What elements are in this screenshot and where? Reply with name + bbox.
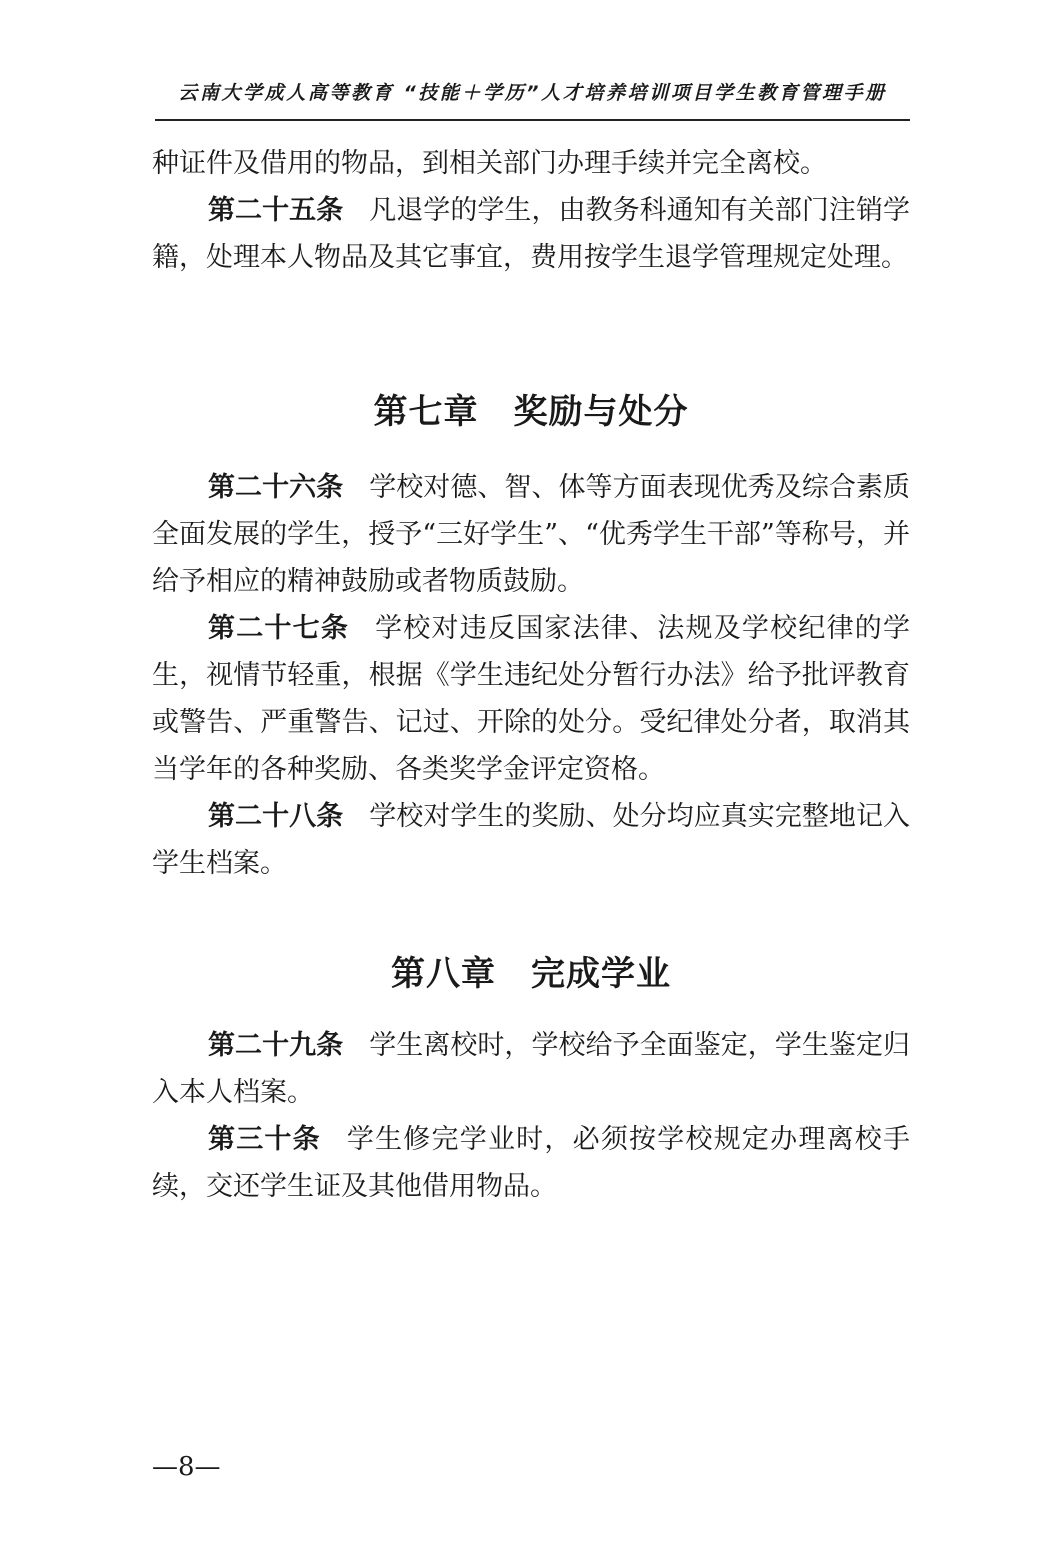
article-27	[152, 605, 910, 793]
chapter-7-title: 第七章 奖励与处分	[373, 392, 689, 432]
article-label: 第二十八条	[208, 801, 344, 832]
article-label: 第二十五条	[208, 195, 344, 226]
text-block-3	[152, 1022, 910, 1210]
article-label: 第二十六条	[208, 472, 344, 503]
running-header: 云南大学成人高等教育 “技能＋学历”人才培养培训项目学生教育管理手册	[178, 82, 887, 104]
article-28	[152, 793, 910, 887]
article-text: 凡退学的学生，由教务科通知有关部门注销学籍，处理本人物品及其它事宜，费用按学生退学管理规定处理。	[152, 195, 911, 273]
text-block-1	[152, 140, 910, 281]
article-text: 学生离校时，学校给予全面鉴定，学生鉴定归入本人档案。	[152, 1030, 911, 1108]
page-number: —8—	[152, 1452, 221, 1482]
article-26	[152, 464, 910, 605]
article-text: 学生修完学业时，必须按学校规定办理离校手续，交还学生证及其他借用物品。	[152, 1124, 911, 1202]
article-25	[152, 187, 910, 281]
chapter-8-title: 第八章 完成学业	[391, 954, 671, 994]
article-label: 第二十七条	[208, 613, 350, 644]
text-block-2	[152, 464, 910, 887]
article-30	[152, 1116, 910, 1210]
article-text: 学校对德、智、体等方面表现优秀及综合素质全面发展的学生，授予“三好学生”、“优秀学生干部”等称号，并给予相应的精神鼓励或者物质鼓励。	[152, 472, 911, 597]
header-rule	[155, 119, 910, 121]
article-label: 第三十条	[208, 1124, 321, 1155]
article-text: 学校对违反国家法律、法规及学校纪律的学生，视情节轻重，根据《学生违纪处分暂行办法》给予批评教育或警告、严重警告、记过、开除的处分。受纪律处分者，取消其当学年的各种奖励、各类奖学金评定资格。	[152, 613, 911, 785]
article-text: 学校对学生的奖励、处分均应真实完整地记入学生档案。	[152, 801, 911, 879]
paragraph-continuation: 种证件及借用的物品，到相关部门办理手续并完全离校。	[152, 148, 827, 179]
article-label: 第二十九条	[208, 1030, 344, 1061]
article-29	[152, 1022, 910, 1116]
